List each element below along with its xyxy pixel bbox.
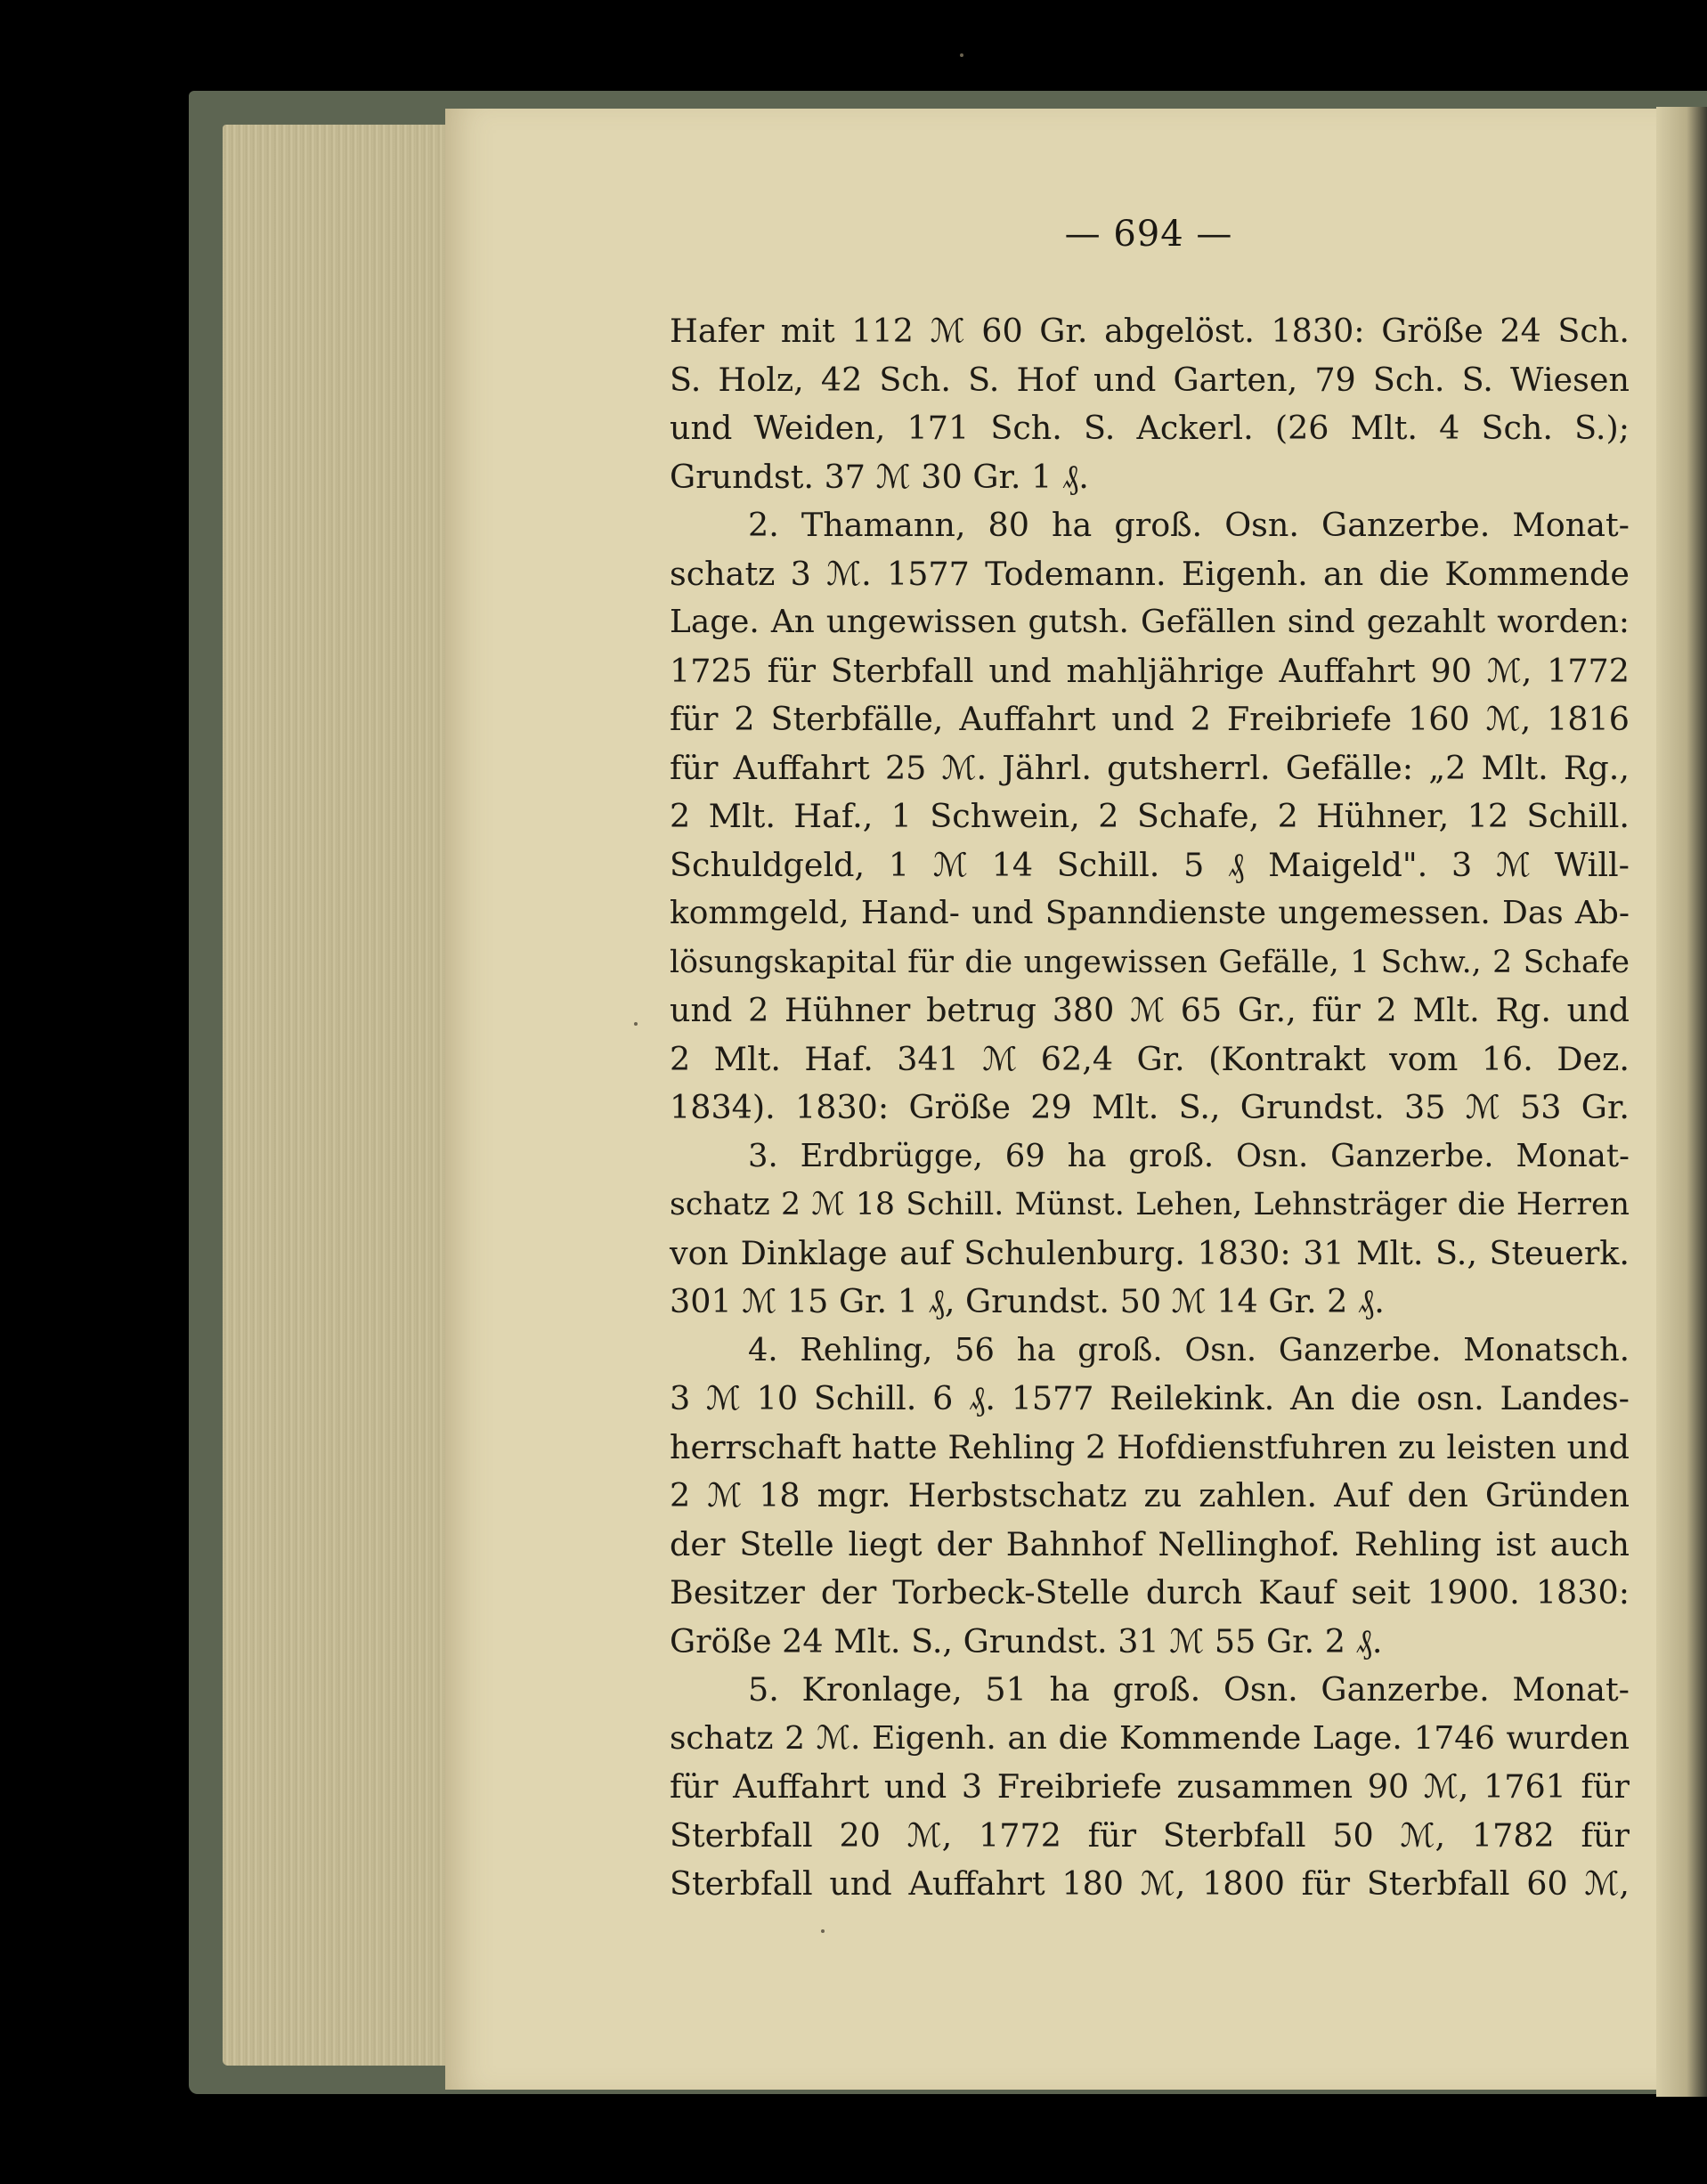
text-line: 3. Erdbrügge, 69 ha groß. Osn. Ganzerbe. Monat- xyxy=(748,1137,1630,1174)
text-line: für Auffahrt und 3 Freibriefe zusammen 90 ℳ, 1761 für xyxy=(670,1767,1630,1806)
text-line: Hafer mit 112 ℳ 60 Gr. abgelöst. 1830: Größe 24 Sch. xyxy=(670,312,1630,350)
body-text xyxy=(670,307,1630,1909)
text-line: 2 ℳ 18 mgr. Herbstschatz zu zahlen. Auf den Gründen xyxy=(670,1476,1630,1514)
speck-mark xyxy=(960,53,963,57)
text-line: Lage. An ungewissen gutsh. Gefällen sind gezahlt worden: xyxy=(670,604,1630,640)
text-line: 4. Rehling, 56 ha groß. Osn. Ganzerbe. Monatsch. xyxy=(748,1331,1630,1368)
text-line: schatz 3 ℳ. 1577 Todemann. Eigenh. an die Kommende xyxy=(670,554,1630,593)
text-line: und Weiden, 171 Sch. S. Ackerl. (26 Mlt. 4 Sch. S.); xyxy=(670,409,1630,447)
text-line: schatz 2 ℳ. Eigenh. an die Kommende Lage. 1746 wurden xyxy=(670,1719,1630,1757)
text-line: 2 Mlt. Haf., 1 Schwein, 2 Schafe, 2 Hühner, 12 Schill. xyxy=(670,797,1630,835)
text-line: 1725 für Sterbfall und mahljährige Auffahrt 90 ℳ, 1772 xyxy=(670,651,1630,690)
text-line: Sterbfall und Auffahrt 180 ℳ, 1800 für Sterbfall 60 ℳ, xyxy=(670,1864,1630,1903)
page-edges xyxy=(223,125,445,2066)
text-line: kommgeld, Hand- und Spanndienste ungemessen. Das Ab- xyxy=(670,895,1630,931)
page-gutter xyxy=(1656,107,1707,2097)
text-line: 2 Mlt. Haf. 341 ℳ 62,4 Gr. (Kontrakt vom 16. Dez. xyxy=(670,1039,1630,1078)
text-line: von Dinklage auf Schulenburg. 1830: 31 Mlt. S., Steuerk. xyxy=(670,1233,1630,1272)
text-line: der Stelle liegt der Bahnhof Nellinghof. Rehling ist auch xyxy=(670,1524,1630,1563)
text-line: 1834). 1830: Größe 29 Mlt. S., Grundst. 35 ℳ 53 Gr. xyxy=(670,1088,1630,1126)
text-line: für 2 Sterbfälle, Auffahrt und 2 Freibriefe 160 ℳ, 1816 xyxy=(670,700,1630,738)
text-line: 5. Kronlage, 51 ha groß. Osn. Ganzerbe. Monat- xyxy=(748,1670,1630,1709)
text-line: Besitzer der Torbeck-Stelle durch Kauf seit 1900. 1830: xyxy=(670,1573,1630,1612)
text-line: 2. Thamann, 80 ha groß. Osn. Ganzerbe. Monat- xyxy=(748,506,1630,544)
text-line: Sterbfall 20 ℳ, 1772 für Sterbfall 50 ℳ, 1782 für xyxy=(670,1815,1630,1855)
speck-mark xyxy=(634,1022,638,1026)
text-line: für Auffahrt 25 ℳ. Jährl. gutsherrl. Gefälle: „2 Mlt. Rg., xyxy=(670,748,1630,787)
text-line: 3 ℳ 10 Schill. 6 ₰. 1577 Reilekink. An die osn. Landes- xyxy=(670,1379,1630,1417)
text-line: S. Holz, 42 Sch. S. Hof und Garten, 79 Sch. S. Wiesen xyxy=(670,360,1630,399)
text-line: und 2 Hühner betrug 380 ℳ 65 Gr., für 2 Mlt. Rg. und xyxy=(670,991,1630,1029)
text-line: lösungskapital für die ungewissen Gefälle, 1 Schw., 2 Schafe xyxy=(670,944,1630,980)
text-line: 301 ℳ 15 Gr. 1 ₰, Grundst. 50 ℳ 14 Gr. 2 ₰. xyxy=(670,1282,1385,1320)
text-line: Größe 24 Mlt. S., Grundst. 31 ℳ 55 Gr. 2 ₰. xyxy=(670,1621,1383,1660)
text-line: schatz 2 ℳ 18 Schill. Münst. Lehen, Lehnsträger die Herren xyxy=(670,1187,1630,1222)
speck-mark xyxy=(821,1929,825,1933)
text-line: herrschaft hatte Rehling 2 Hofdienstfuhren zu leisten und xyxy=(670,1427,1630,1466)
text-line: Schuldgeld, 1 ℳ 14 Schill. 5 ₰ Maigeld". 3 ℳ Will- xyxy=(670,845,1630,884)
page-number: — 694 — xyxy=(1064,214,1233,255)
text-line: Grundst. 37 ℳ 30 Gr. 1 ₰. xyxy=(670,457,1089,496)
